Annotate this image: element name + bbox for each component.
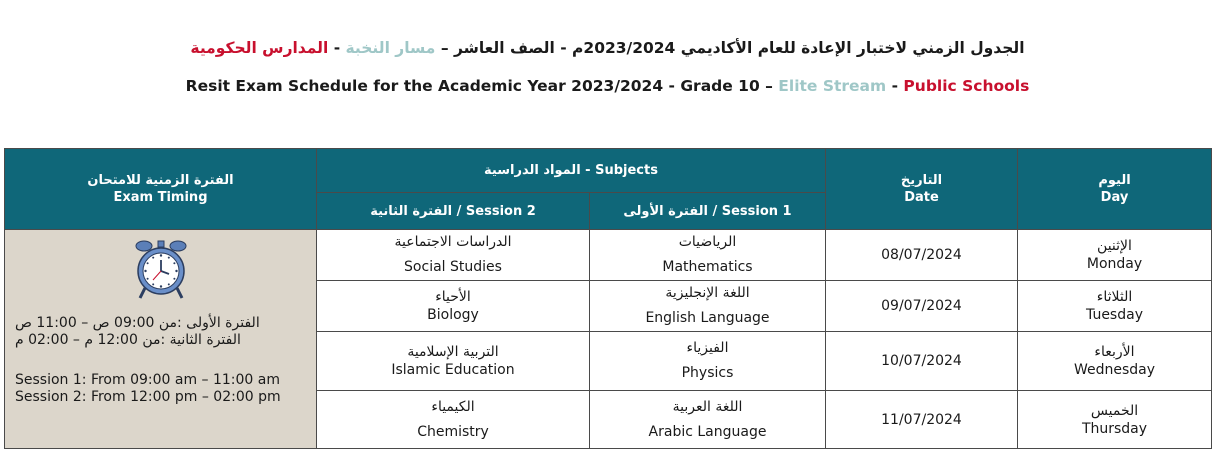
- session1-subject: [590, 332, 826, 391]
- exam-schedule-table: [4, 148, 1212, 449]
- header-timing-ar: الفترة الزمنية للامتحان: [87, 173, 234, 188]
- header-day: [1018, 149, 1212, 230]
- header-date-en: Date: [904, 190, 939, 205]
- session1-subject: [590, 230, 826, 281]
- subject-ar: الكيمياء: [431, 398, 475, 415]
- header-day-en: Day: [1100, 190, 1129, 205]
- day-en: Tuesday: [1086, 307, 1143, 323]
- subject-ar: اللغة العربية: [672, 398, 743, 415]
- subject-ar: التربية الإسلامية: [407, 344, 499, 360]
- title-ar-public: المدارس الحكومية: [190, 39, 329, 57]
- timing-session1-en: Session 1: From 09:00 am – 11:00 am: [15, 372, 281, 388]
- exam-date: 10/07/2024: [826, 332, 1018, 391]
- subject-en: Islamic Education: [391, 362, 515, 378]
- header-date-ar: التاريخ: [900, 173, 943, 188]
- timing-session2-en: Session 2: From 12:00 pm – 02:00 pm: [15, 389, 281, 405]
- session2-subject: [317, 391, 590, 449]
- subject-en: Chemistry: [417, 423, 489, 440]
- title-arabic: [0, 39, 1215, 57]
- session2-subject: [317, 281, 590, 332]
- exam-day: [1018, 230, 1212, 281]
- subject-en: Mathematics: [662, 259, 753, 275]
- session2-subject: [317, 332, 590, 391]
- subject-en: Biology: [427, 307, 479, 323]
- exam-date: 09/07/2024: [826, 281, 1018, 332]
- session1-subject: [590, 391, 826, 449]
- exam-date: 11/07/2024: [826, 391, 1018, 449]
- subject-en: Physics: [681, 365, 734, 381]
- title-ar-sep: -: [333, 39, 341, 57]
- exam-day: [1018, 391, 1212, 449]
- day-ar: الأربعاء: [1094, 344, 1135, 360]
- title-en-elite: Elite Stream: [778, 77, 887, 95]
- title-ar-main: الجدول الزمني لاختبار الإعادة للعام الأكاديمي 2023/2024م - الصف العاشر –: [440, 39, 1025, 57]
- day-en: Monday: [1086, 256, 1143, 272]
- header-session2: الفترة الثانية / Session 2: [317, 193, 590, 230]
- header-timing-en: Exam Timing: [113, 190, 208, 205]
- exam-date: 08/07/2024: [826, 230, 1018, 281]
- title-english: [0, 77, 1215, 95]
- session2-subject: [317, 230, 590, 281]
- subject-ar: الرياضيات: [678, 234, 737, 250]
- header-day-ar: اليوم: [1098, 173, 1131, 188]
- exam-day: [1018, 281, 1212, 332]
- day-en: Wednesday: [1073, 362, 1156, 378]
- alarm-clock-icon: [133, 238, 189, 302]
- title-en-public: Public Schools: [903, 77, 1030, 95]
- subject-ar: الدراسات الاجتماعية: [394, 234, 512, 250]
- day-en: Thursday: [1081, 420, 1148, 437]
- day-ar: الإثنين: [1097, 238, 1132, 254]
- timing-session2-ar: الفترة الثانية :من 12:00 م – 02:00 م: [15, 332, 241, 348]
- header-date: [826, 149, 1018, 230]
- title-en-sep: -: [891, 77, 899, 95]
- subject-en: English Language: [645, 310, 770, 326]
- subject-en: Social Studies: [404, 259, 502, 275]
- subject-ar: اللغة الإنجليزية: [665, 285, 750, 301]
- day-ar: الخميس: [1090, 402, 1139, 419]
- header-session1: الفترة الأولى / Session 1: [590, 193, 826, 230]
- exam-day: [1018, 332, 1212, 391]
- exam-timing-cell: [5, 230, 317, 449]
- day-ar: الثلاثاء: [1096, 289, 1133, 305]
- title-ar-elite: مسار النخبة: [345, 39, 436, 57]
- subject-en: Arabic Language: [648, 423, 767, 440]
- header-subjects: المواد الدراسية - Subjects: [317, 149, 826, 193]
- subject-ar: الفيزياء: [686, 340, 729, 356]
- header-exam-timing: [5, 149, 317, 230]
- table-row: [5, 230, 1212, 281]
- header-row: [5, 149, 1212, 193]
- session1-subject: [590, 281, 826, 332]
- subject-ar: الأحياء: [435, 289, 471, 305]
- timing-session1-ar: الفترة الأولى :من 09:00 ص – 11:00 ص: [15, 315, 260, 331]
- title-en-main: Resit Exam Schedule for the Academic Year 2023/2024 - Grade 10 –: [185, 77, 773, 95]
